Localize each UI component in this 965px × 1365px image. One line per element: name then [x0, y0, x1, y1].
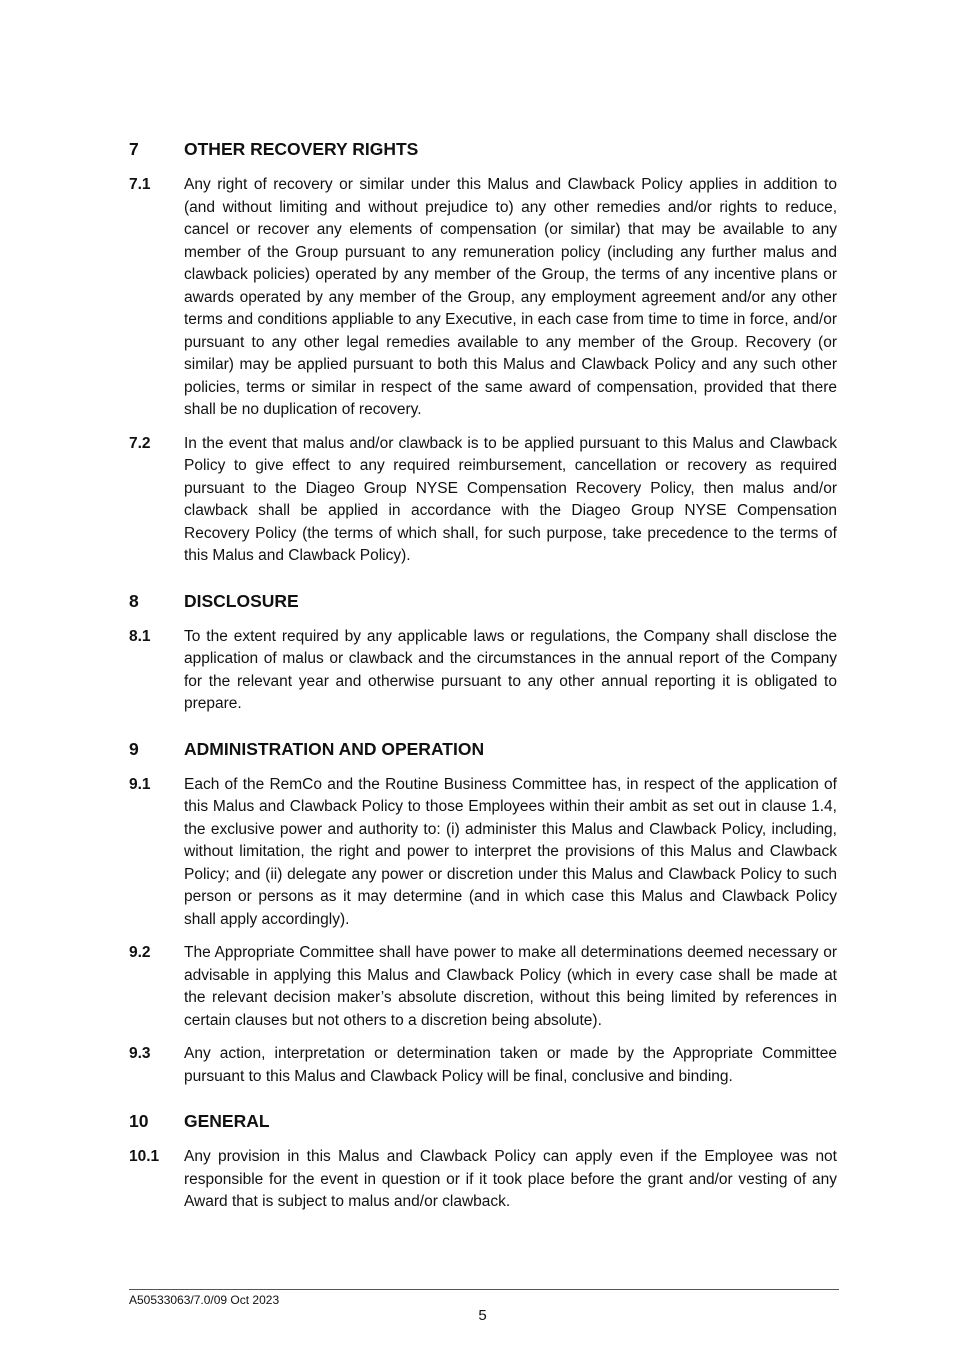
clause-text: The Appropriate Committee shall have power to make all determinations deemed necessary or advisable in applying this Malus and Clawback Policy (which in every case shall be made at the relevant decision maker’s absolute discretion, without this being limited by references in certain clauses but not others to a discretion being absolute).: [184, 944, 837, 1029]
clause: [129, 1146, 837, 1214]
section-number: 10: [129, 1111, 149, 1131]
clause-text: Each of the RemCo and the Routine Business Committee has, in respect of the application of this Malus and Clawback Policy to those Employees within their ambit as set out in clause 1.4, the exclusive power and authority to: (i) administer this Malus and Clawback Policy, including, without limitation, the right and power to interpret the provisions of this Malus and Clawback Policy; and (ii) delegate any power or discretion under this Malus and Clawback Policy to such person or persons as it may determine (and in which case this Malus and Clawback Policy shall apply accordingly).: [184, 775, 837, 928]
clause-number: 7.2: [129, 434, 151, 452]
clause-number: 9.1: [129, 775, 151, 793]
clause: [129, 174, 837, 422]
section-number: 7: [129, 139, 139, 159]
clause-text: In the event that malus and/or clawback is to be applied pursuant to this Malus and Clawback Policy to give effect to any required reimbursement, cancellation or recovery as required pursuant to the Diageo Group NYSE Compensation Recovery Policy, then malus and/or clawback shall be applied in accordance with the Diageo Group NYSE Compensation Recovery Policy (the terms of which shall, for such purpose, take precedence to the terms of this Malus and Clawback Policy).: [184, 434, 837, 564]
clause-number: 7.1: [129, 176, 151, 193]
section-title: ADMINISTRATION AND OPERATION: [184, 738, 485, 759]
section-heading: [129, 738, 837, 760]
clause-text: Any right of recovery or similar under this Malus and Clawback Policy applies in addition to (and without limiting and without prejudice to) any other remedies and/or rights to reduce, cancel or recover any elements of compensation (or similar) that may be available to any member of the Group pursuant to any remuneration policy (including any further malus and clawback policies) operated by any member of the Group, the terms of any incentive plans or awards operated by any member of the Group, any employment agreement and/or any other terms and conditions appliable to any Executive, in each case from time to time in force, and/or pursuant to any other legal remedies available to any member of the Group. Recovery (or similar) may be applied pursuant to both this Malus and Clawback Policy and any such other policies, terms or similar in respect of the same award of compensation, provided that there shall be no duplication of recovery.: [184, 176, 837, 418]
clause: [129, 774, 837, 932]
clause-number: 10.1: [129, 1148, 160, 1165]
footer-divider: [129, 1289, 839, 1290]
section-title: OTHER RECOVERY RIGHTS: [184, 139, 419, 159]
document-reference: A50533063/7.0/09 Oct 2023: [129, 1293, 280, 1307]
section-number: 8: [129, 590, 139, 611]
clause-text: Any provision in this Malus and Clawback Policy can apply even if the Employee was not responsible for the event in question or if it took place before the grant and/or vesting of any Award that is subject to malus and/or clawback.: [184, 1148, 837, 1210]
section-number: 9: [129, 738, 139, 759]
page-number: 5: [478, 1307, 487, 1324]
clause-number: 9.3: [129, 1045, 151, 1062]
section-heading: [129, 1110, 837, 1132]
clause-text: To the extent required by any applicable laws or regulations, the Company shall disclose the application of malus or clawback and the circumstances in the annual report of the Company for the relevant year and otherwise pursuant to any other annual reporting it is obligated to prepare.: [184, 627, 837, 712]
clause-number: 8.1: [129, 627, 151, 645]
section-heading: [129, 590, 837, 612]
document-body: [129, 138, 837, 1214]
clause: [129, 942, 837, 1032]
clause: [129, 626, 837, 716]
clause-text: Any action, interpretation or determination taken or made by the Appropriate Committee pursuant to this Malus and Clawback Policy will be final, conclusive and binding.: [184, 1045, 837, 1085]
clause-number: 9.2: [129, 944, 151, 961]
section-title: GENERAL: [184, 1111, 270, 1131]
section-heading: [129, 138, 837, 160]
clause: [129, 1043, 837, 1088]
section-title: DISCLOSURE: [184, 590, 299, 611]
clause: [129, 433, 837, 568]
